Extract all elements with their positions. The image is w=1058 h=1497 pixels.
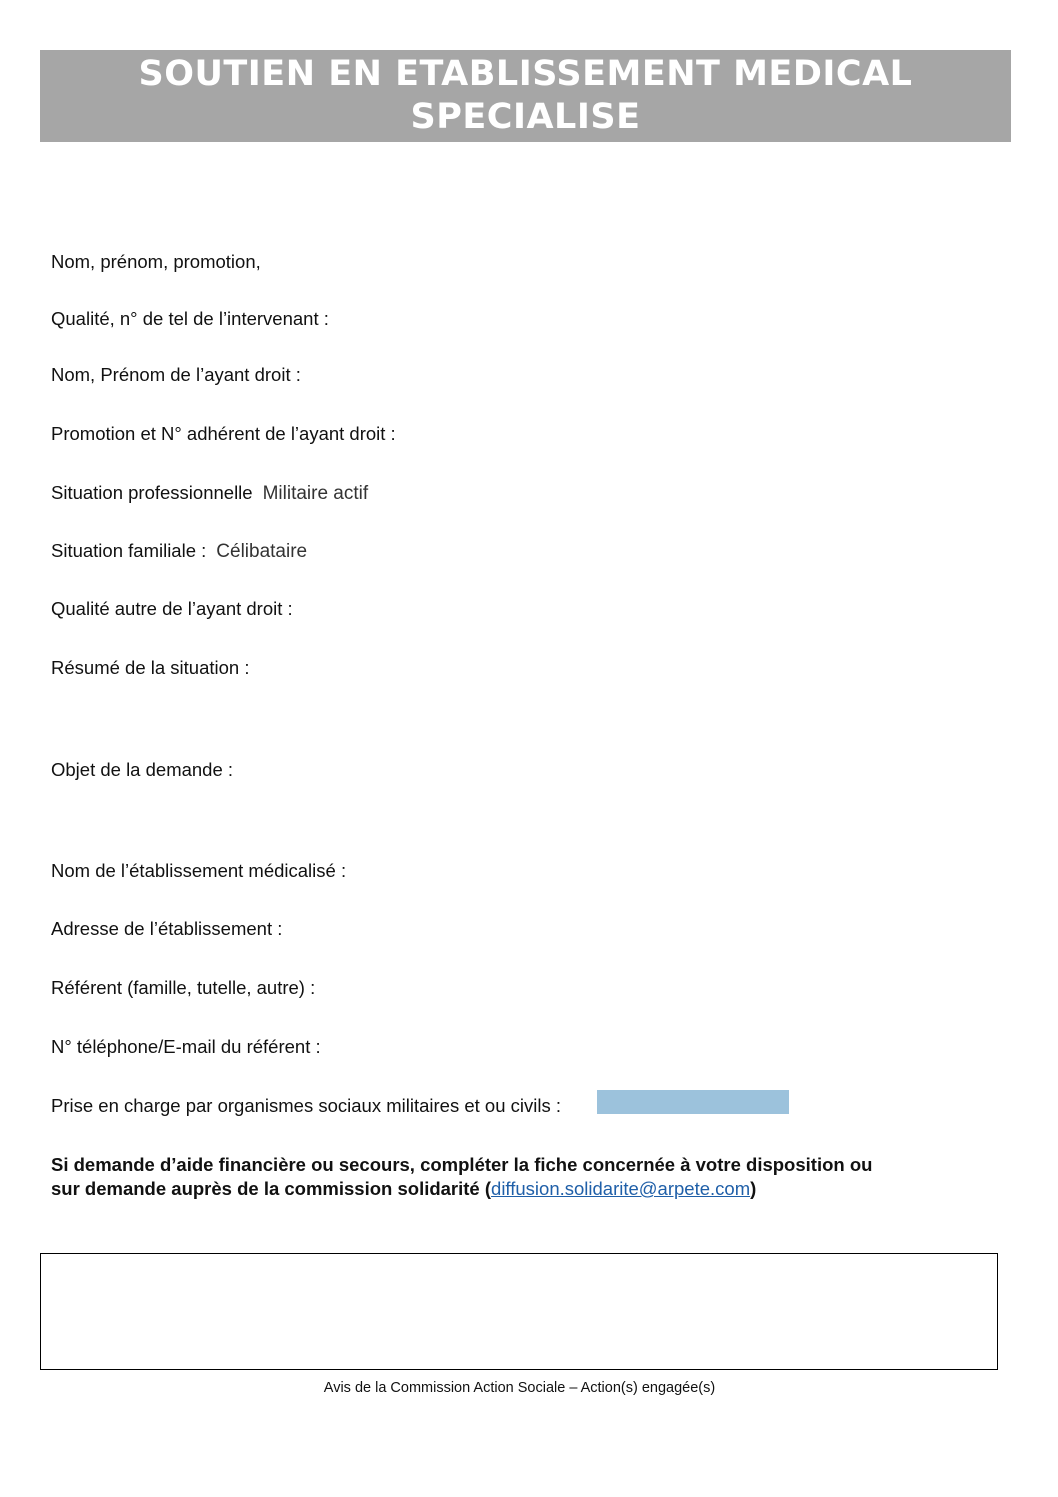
- field-label: Qualité, n° de tel de l’intervenant :: [51, 308, 329, 329]
- notice-line-2: [51, 1177, 1011, 1201]
- situation-familiale-value[interactable]: Célibataire: [216, 541, 308, 562]
- field-label: Promotion et N° adhérent de l’ayant droit :: [51, 423, 396, 444]
- title-banner: [40, 50, 1011, 142]
- field-referent: [51, 976, 315, 1000]
- field-label: Nom de l’établissement médicalisé :: [51, 860, 347, 881]
- field-label: Nom, prénom, promotion,: [51, 251, 261, 272]
- field-label: Qualité autre de l’ayant droit :: [51, 598, 293, 619]
- field-label: Prise en charge par organismes sociaux militaires et ou civils :: [51, 1095, 561, 1116]
- field-situation-professionnelle: [51, 481, 368, 506]
- notice-line-2-prefix: sur demande auprès de la commission solidarité (: [51, 1178, 492, 1199]
- field-label: Situation professionnelle: [51, 482, 253, 503]
- field-label: Adresse de l’établissement :: [51, 918, 283, 939]
- field-label: Référent (famille, tutelle, autre) :: [51, 977, 316, 998]
- field-promotion-adherent: [51, 422, 396, 446]
- field-label: Résumé de la situation :: [51, 657, 250, 678]
- field-telephone-referent: [51, 1035, 321, 1059]
- situation-professionnelle-value[interactable]: Militaire actif: [262, 483, 369, 504]
- notice-line-2-suffix: ): [750, 1178, 757, 1199]
- opinion-box-caption: Avis de la Commission Action Sociale – Action(s) engagée(s): [323, 1380, 716, 1396]
- notice-line-1: Si demande d’aide financière ou secours, compléter la fiche concernée à votre disposition ou: [51, 1154, 873, 1175]
- field-nom-etablissement: [51, 859, 346, 883]
- notice-paragraph: [51, 1153, 1011, 1201]
- field-label: Objet de la demande :: [51, 759, 234, 780]
- email-link[interactable]: diffusion.solidarite@arpete.com: [491, 1178, 751, 1199]
- commission-opinion-box[interactable]: [40, 1253, 998, 1370]
- field-resume-situation: [51, 656, 249, 680]
- field-nom-ayant-droit: [51, 363, 301, 387]
- field-nom-prenom-promotion: [51, 250, 261, 274]
- field-prise-en-charge: [51, 1094, 561, 1118]
- field-situation-familiale: [51, 539, 307, 564]
- field-qualite-autre: [51, 597, 293, 621]
- field-label: N° téléphone/E-mail du référent :: [51, 1036, 321, 1057]
- field-objet-demande: [51, 758, 233, 782]
- prise-en-charge-input[interactable]: [597, 1090, 789, 1114]
- field-label: Nom, Prénom de l’ayant droit :: [51, 364, 301, 385]
- title-line-2: SPECIALISE: [410, 97, 641, 137]
- title-line-1: SOUTIEN EN ETABLISSEMENT MEDICAL: [138, 54, 913, 94]
- field-qualite-intervenant: [51, 307, 329, 331]
- field-label: Situation familiale :: [51, 540, 207, 561]
- field-adresse-etablissement: [51, 917, 282, 941]
